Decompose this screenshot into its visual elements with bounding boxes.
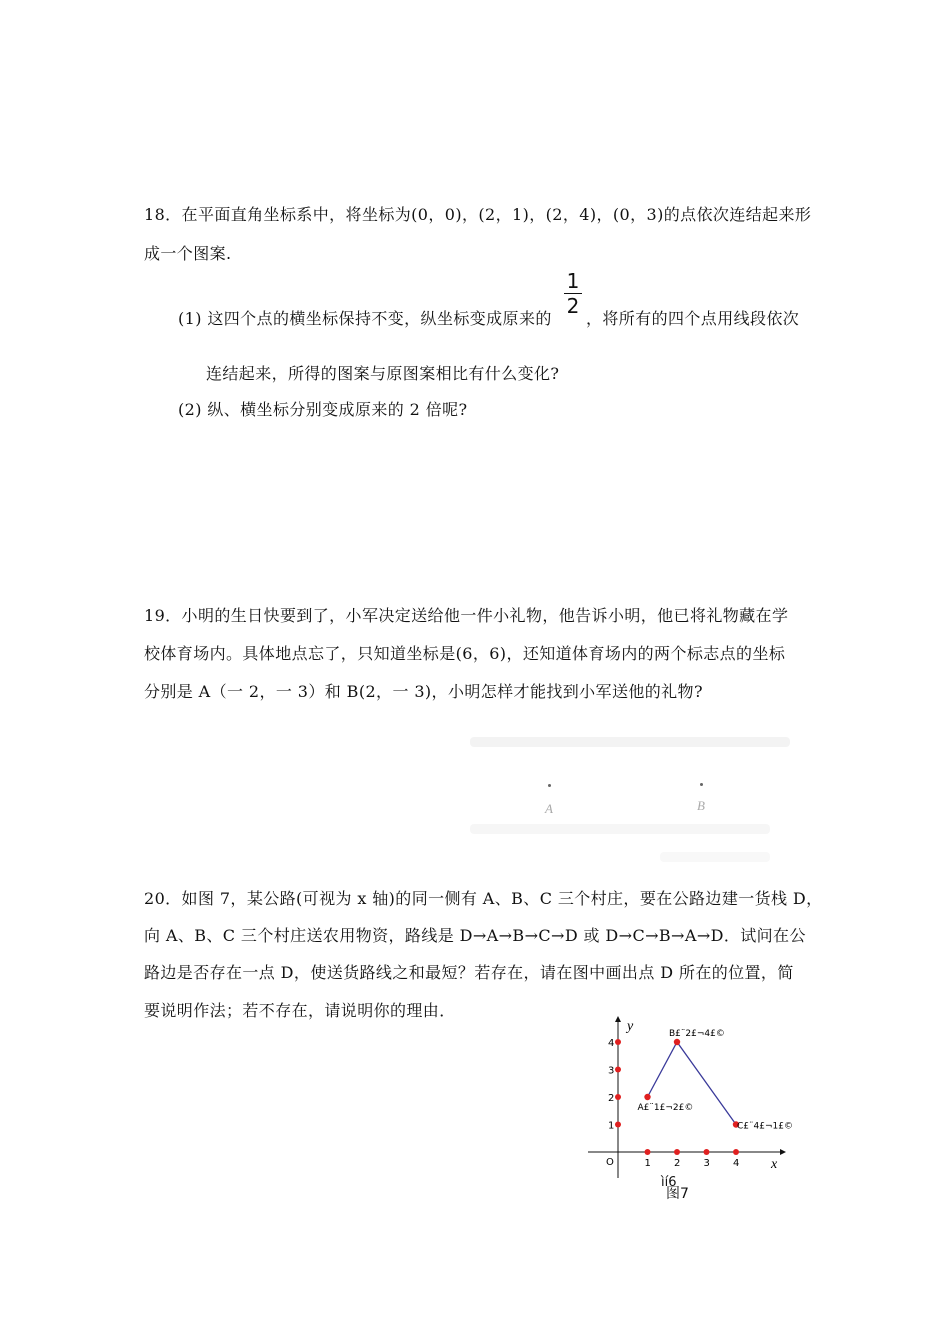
point-a-label: A — [545, 801, 553, 816]
x-tick-label-2: 2 — [674, 1158, 681, 1169]
point-b — [674, 1039, 680, 1045]
q18-part2-text: (2) 纵、横坐标分别变成原来的 2 倍呢? — [178, 400, 468, 419]
origin-label: O — [606, 1157, 614, 1168]
point-c-label: C£¨4£¬1£© — [737, 1121, 793, 1132]
y-tick-dot-2 — [615, 1094, 621, 1100]
figure-7-coordinate-plane — [580, 1010, 800, 1185]
y-tick-label-2: 2 — [608, 1093, 615, 1104]
q19-line-3: 分别是 A（一 2，一 3）和 B(2，一 3)，小明怎样才能找到小军送他的礼物? — [144, 682, 703, 701]
q20-line-4: 要说明作法；若不存在，请说明你的理由． — [144, 1001, 456, 1020]
q18-part1-text-c: 连结起来，所得的图案与原图案相比有什么变化? — [206, 364, 560, 383]
y-axis-arrow — [615, 1016, 621, 1022]
faded-smudge — [660, 852, 770, 862]
x-tick-label-4: 4 — [733, 1158, 740, 1169]
q19-line-1: 19．小明的生日快要到了，小军决定送给他一件小礼物，他告诉小明，他已将礼物藏在学 — [144, 606, 789, 625]
q20-line-3: 路边是否存在一点 D，使送货路线之和最短？若存在，请在图中画出点 D 所在的位置，简 — [144, 963, 794, 982]
fraction-denominator: 2 — [566, 294, 580, 318]
y-tick-dot-1 — [615, 1122, 621, 1128]
faded-smudge — [470, 824, 770, 834]
q19-line-2: 校体育场内。具体地点忘了，只知道坐标是(6，6)，还知道体育场内的两个标志点的坐标 — [144, 644, 786, 663]
q18-line-1: 18．在平面直角坐标系中，将坐标为(0，0)，(2，1)，(2，4)，(0，3)的点依次连结起来形 — [144, 205, 812, 224]
x-tick-dot-1 — [645, 1149, 651, 1155]
point-a-dot — [548, 784, 551, 787]
point-b-label: B£¨2£¬4£© — [669, 1029, 725, 1039]
point-a-label: A£¨1£¬2£© — [637, 1103, 694, 1113]
x-tick-label-3: 3 — [703, 1158, 710, 1169]
figure-caption-overlap: ìí6 — [661, 1175, 677, 1190]
x-tick-dot-2 — [674, 1149, 680, 1155]
x-tick-dot-4 — [733, 1149, 739, 1155]
point-a — [644, 1094, 650, 1100]
q18-line-2: 成一个图案. — [144, 244, 232, 263]
fraction-one-half — [562, 270, 584, 317]
x-axis-label: x — [771, 1157, 778, 1172]
fraction-numerator: 1 — [566, 269, 580, 293]
y-tick-dot-4 — [615, 1039, 621, 1045]
point-b-label: B — [697, 798, 705, 813]
q20-line-2: 向 A、B、C 三个村庄送农用物资，路线是 D→A→B→C→D 或 D→C→B→A→D．试问在公 — [144, 926, 806, 945]
y-axis-label: y — [627, 1019, 634, 1034]
x-axis-arrow — [780, 1149, 786, 1155]
y-tick-label-1: 1 — [608, 1120, 615, 1132]
point-b-dot — [700, 783, 703, 786]
q20-line-1: 20．如图 7，某公路(可视为 x 轴)的同一侧有 A、B、C 三个村庄，要在公路边建一货栈 D， — [144, 889, 823, 908]
q18-part1-text-a: (1) 这四个点的横坐标保持不变，纵坐标变成原来的 — [178, 309, 552, 328]
x-tick-label-1: 1 — [644, 1158, 651, 1169]
y-tick-dot-3 — [615, 1067, 621, 1073]
q18-part1-text-b: ，将所有的四个点用线段依次 — [586, 309, 800, 328]
faded-smudge — [470, 737, 790, 747]
y-tick-label-3: 3 — [608, 1065, 615, 1077]
y-tick-label-4: 4 — [608, 1038, 615, 1049]
x-tick-dot-3 — [704, 1149, 710, 1155]
figure-caption: 图7 — [666, 1186, 689, 1202]
